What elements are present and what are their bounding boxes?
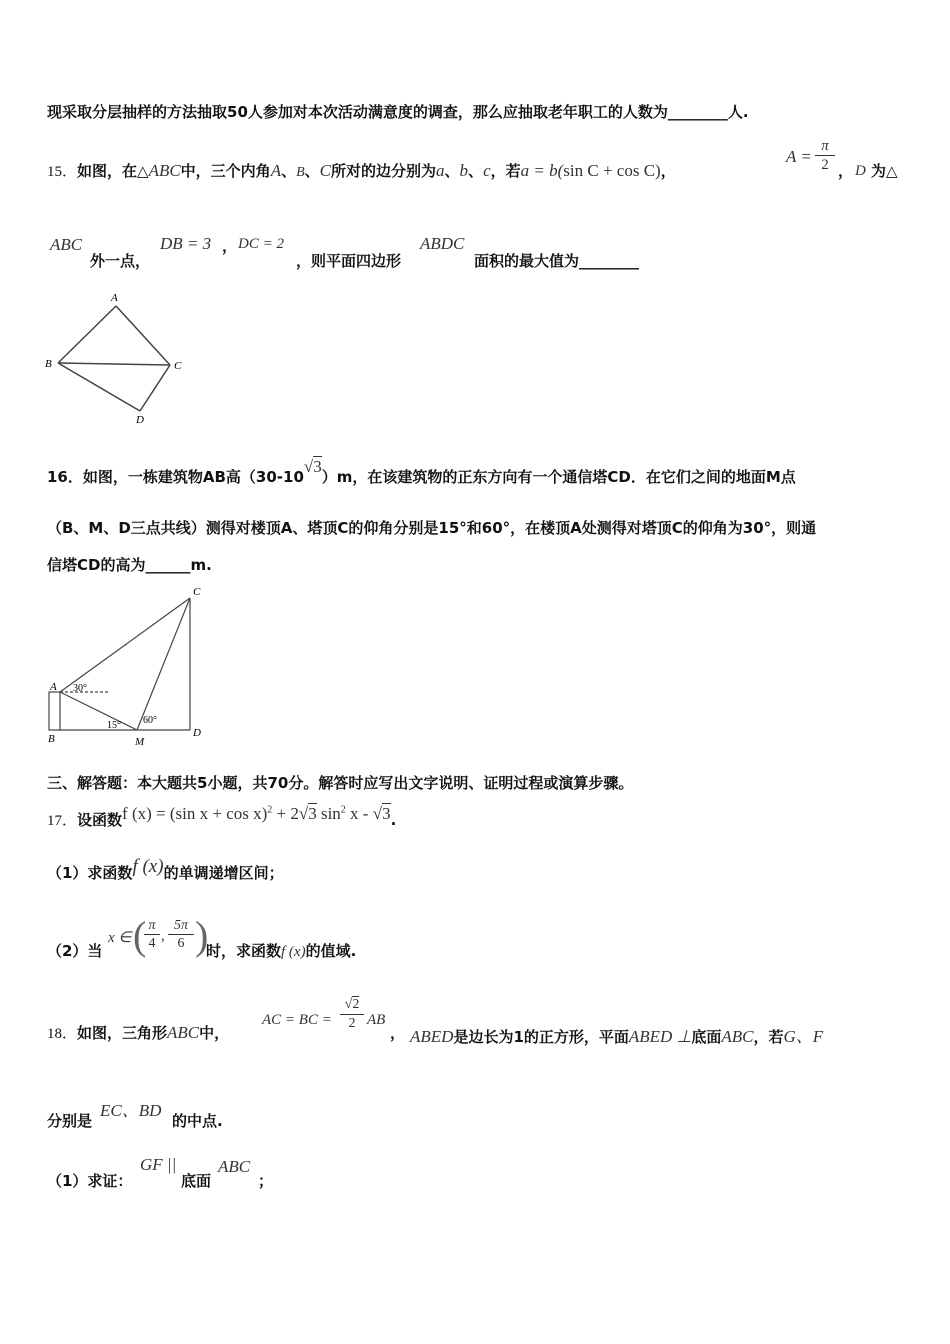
math: f (x) = (sin x + cos x) [122,804,268,823]
math: x - [345,804,373,823]
radicand: 3 [313,457,322,476]
text: 外一点， [90,252,151,270]
edge-bc [58,363,170,365]
math: ABED ⊥ [628,1027,692,1046]
label-A: A [50,681,57,693]
text: . [390,811,397,829]
edge-ab [58,306,116,363]
question-17: 17．设函数f (x) = (sin x + cos x)$^2$ + 2√3 $\sin^2 x - √3$. [47,804,397,829]
right-paren-icon: ) [195,913,209,958]
math: 2 [267,804,273,816]
point-D: D [855,163,866,179]
text: 、 [281,162,297,180]
edge-ac [116,306,170,365]
ec-bd: EC、BD [100,1101,162,1120]
figure-16 [40,580,220,750]
section-3-header: 三、解答题：本大题共5小题，共70分。解答时应写出文字说明、证明过程或演算步骤。 [47,774,634,792]
text: ，若 [753,1028,784,1046]
ab: AB [367,1012,386,1028]
denominator: 2 [821,157,829,173]
math: ) [655,161,661,180]
math: c [483,161,491,180]
label-A: A [111,292,118,304]
text: （1）求函数 [47,864,133,882]
edge-cd [140,365,170,411]
comma: ， [390,1024,406,1042]
question-17-part1 [47,856,284,882]
left-paren-icon: ( [133,913,147,958]
label-B: B [48,733,55,745]
math: f (x) [281,944,306,960]
text: ）m，在该建筑物的正东方向有一个通信塔CD．在它们之间的地面M点 [321,468,796,486]
numerator: π [815,138,835,156]
text: 中， [199,1024,230,1042]
denominator: 4 [148,936,156,951]
triangle-abc: ABC [50,235,83,254]
fraction-sqrt2-over-2: √2 2 [340,996,364,1033]
question-18-line1-rest [410,1022,823,1047]
line-am [60,692,137,730]
math: ABC [167,1023,200,1042]
text: ，若 [490,162,521,180]
text: 如图，在△ [77,162,149,180]
math: a [436,161,445,180]
angle-30: 30° [73,683,87,694]
label-M: M [135,736,145,748]
question-17-part2-rest [206,940,356,961]
question-18-line1 [47,1022,229,1043]
text: 的单调递增区间； [163,864,284,882]
text: 为△ [871,162,898,180]
comma: , [161,928,165,944]
text: 、 [304,162,320,180]
label-B: B [45,358,52,370]
abc: ABC [218,1157,251,1176]
text: 如图，三角形 [77,1024,168,1042]
math: ABED [410,1027,454,1046]
math: sin [316,804,341,823]
math: 2 [340,804,346,816]
radicand: 2 [352,997,360,1012]
math: C [319,161,332,180]
math: A [270,161,282,180]
quad-abdc: ABDC [420,234,465,253]
text: 、 [444,162,460,180]
ac-bc-equal: AC = BC = [262,1012,332,1028]
label-C: C [174,360,182,372]
math: G、F [783,1027,824,1046]
text: 的中点. [172,1112,223,1130]
comma: ， [222,237,238,255]
label-D: D [136,414,144,426]
text: 设函数 [77,811,123,829]
text: ； [258,1172,274,1190]
question-15-line1 [47,160,676,181]
radicand: 3 [382,804,391,823]
text: 底面 [691,1028,722,1046]
text: 中，三个内角 [180,162,271,180]
angle-15: 15° [107,720,121,731]
intro-line: 现采取分层抽样的方法抽取50人参加对本次活动满意度的调查，那么应抽取老年职工的人数为________人. [47,103,749,121]
angle-60: 60° [143,715,157,726]
fraction-pi-over-4 [144,917,160,953]
label-D: D [193,727,201,739]
numerator: π [144,917,160,935]
angle-A-lhs: A = [786,147,812,166]
db-equals-3: DB = 3 [160,234,212,253]
x-in: x ∈ [108,930,132,946]
dc-equals-2: DC = 2 [238,236,284,252]
sqrt3: √3 [303,457,322,476]
math: f (x) [132,856,164,877]
math: sin C + cos C [563,161,656,180]
text: 的值域. [305,942,357,960]
text: 面积的最大值为________ [474,252,640,270]
gf-parallel: GF || [140,1155,177,1174]
edge-bd [58,363,140,411]
math: b [459,161,469,180]
text: ，则平面四边形 [296,252,402,270]
numerator: 5π [168,917,194,935]
math: B [296,165,305,180]
text: 是边长为1的正方形，平面 [453,1028,629,1046]
comma: ， [838,162,854,180]
text: 16．如图，一栋建筑物AB高（30-10 [47,468,304,486]
fraction-5pi-over-6 [168,917,194,953]
figure-15 [40,288,200,428]
question-number: 18． [47,1026,78,1042]
question-17-part2-label: （2）当 [47,942,103,960]
question-16-line2: （B、M、D三点共线）测得对楼顶A、塔顶C的仰角分别是15°和60°，在楼顶A处测得对塔顶C的仰角为30°，则通 [47,519,817,537]
math: + 2 [272,804,299,823]
text: 、 [468,162,484,180]
text: ， [660,162,676,180]
label-C: C [193,586,201,598]
fraction-pi-over-2 [815,138,835,174]
math: ABC [721,1027,754,1046]
text: 底面 [181,1172,212,1190]
denominator: 6 [177,936,185,951]
math: ABC [148,161,181,180]
question-number: 15． [47,164,78,180]
question-16-line1 [47,457,796,487]
denominator: 2 [348,1016,356,1031]
building-ab [49,692,60,730]
math: a = b( [520,161,564,180]
question-number: 17． [47,813,78,829]
question-16-line3: 信塔CD的高为______m. [47,556,212,574]
radicand: 3 [308,804,317,823]
text: 所对的边分别为 [331,162,437,180]
text: 时，求函数 [206,942,282,960]
text: 分别是 [47,1112,93,1130]
question-18-part1-label: （1）求证： [47,1172,133,1190]
